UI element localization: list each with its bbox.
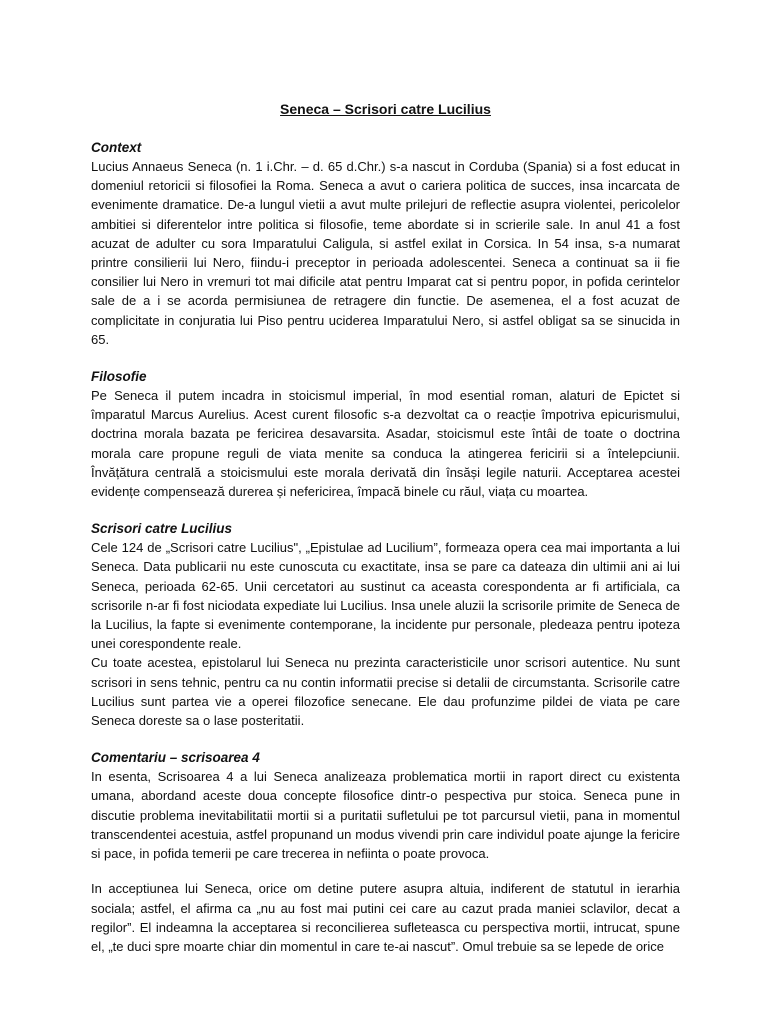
section-filosofie	[91, 367, 680, 501]
section-scrisori	[91, 519, 680, 730]
section-context	[91, 138, 680, 349]
section-comentariu	[91, 748, 680, 956]
paragraph-comentariu-2: In acceptiunea lui Seneca, orice om detine putere asupra altuia, indiferent de statutul in ierarhia sociala; astfel, el afirma ca „nu au fost mai putini cei care au cazut prada maniei sclavilor, decat a regilor”. El indeamna la acceptarea si reconcilierea sufleteasca cu perspectiva mortii, intrucat, spune el, „te duci spre moarte chiar din momentul in care te-ai nascut”. Omul trebuie sa se lepede de orice	[91, 881, 680, 954]
paragraph-context: Lucius Annaeus Seneca (n. 1 i.Chr. – d. 65 d.Chr.) s-a nascut in Corduba (Spania) si a fost educat in domeniul retoricii si filosofiei la Roma. Seneca a avut o cariera politica de succes, insa incarcata de evenimente dramatice. De-a lungul vietii a avut multe prilejuri de reflectie asupra violentei, pericolelor ambitiei si diferentelor intre politica si filosofie, teme abordate si in scrierile sale. In anul 41 a fost acuzat de adulter cu sora Imparatului Caligula, si astfel exilat in Corsica. In 54 insa, s-a numarat printre consilierii lui Nero, fiindu-i preceptor in perioada adolescentei. Seneca a continuat sa ii fie consilier lui Nero in vremuri tot mai dificile atat pentru Imparat cat si pentru popor, in pofida cerintelor sale de a i se acorda permisiunea de retragere din functie. De asemenea, el a fost acuzat de complicitate in conjuratia lui Piso pentru uciderea Imparatului Nero, si astfel obligat sa se sinucida in 65.	[91, 159, 680, 347]
section-heading-comentariu: Comentariu – scrisoarea 4	[91, 750, 260, 766]
paragraph-comentariu-1: In esenta, Scrisoarea 4 a lui Seneca analizeaza problematica mortii in raport direct cu existenta umana, abordand aceste doua concepte filosofice dintr-o pespectiva pur stoica. Seneca pune in discutie problema inevitabilitatii mortii si a puritatii sufletului pe tot parcursul vietii, pana in momentul transcendentei acestuia, astfel propunand un modus vivendi prin care individul poate ajunge la fericire si pace, in pofida temerii pe care trecerea in nefiinta o poate provoca.	[91, 769, 680, 862]
section-heading-filosofie: Filosofie	[91, 369, 147, 385]
paragraph-spacer	[91, 863, 680, 879]
section-heading-scrisori: Scrisori catre Lucilius	[91, 521, 233, 537]
paragraph-filosofie: Pe Seneca il putem incadra in stoicismul imperial, în mod esential roman, alaturi de Epictet si împaratul Marcus Aurelius. Acest curent filosofic s-a dezvoltat ca o reacție împotriva epicurismului, doctrina morala bazata pe fericirea desavarsita. Asadar, stoicismul este întâi de toate o doctrina morala care propune reguli de viata menite sa conduca la atingerea fericirii si a întelepciunii. Învățătura centrală a stoicismului este morala derivată din însăși legile naturii. Acceptarea acestei evidențe compensează durerea și nefericirea, împacă binele cu răul, viața cu moartea.	[91, 388, 680, 500]
paragraph-scrisori-1: Cele 124 de „Scrisori catre Lucilius", „Epistulae ad Lucilium”, formeaza opera cea mai importanta a lui Seneca. Data publicarii nu este cunoscuta cu exactitate, insa se pare ca dateaza din ultimii ani ai lui Seneca, perioada 62-65. Unii cercetatori au sustinut ca aceasta corespondenta ar fi artificiala, ca scrisorile n-ar fi fost niciodata expediate lui Lucilius. Insa unele aluzii la scrisorile primite de Seneca de la Lucilius, la fapte si evenimente contemporane, la incidente pur personale, pledeaza pentru ipoteza unei corespondente reale.	[91, 540, 680, 652]
paragraph-scrisori-2: Cu toate acestea, epistolarul lui Seneca nu prezinta caracteristicile unor scrisori autentice. Nu sunt scrisori in sens tehnic, pentru ca nu contin informatii precise si detalii de circumstanta. Scrisorile catre Lucilius sunt partea vie a operei filozofice senecane. Ele dau profunzime pildei de viata pe care Seneca doreste sa o lase posteritatii.	[91, 655, 680, 729]
section-heading-context: Context	[91, 140, 142, 155]
document-title: Seneca – Scrisori catre Lucilius	[280, 101, 491, 117]
